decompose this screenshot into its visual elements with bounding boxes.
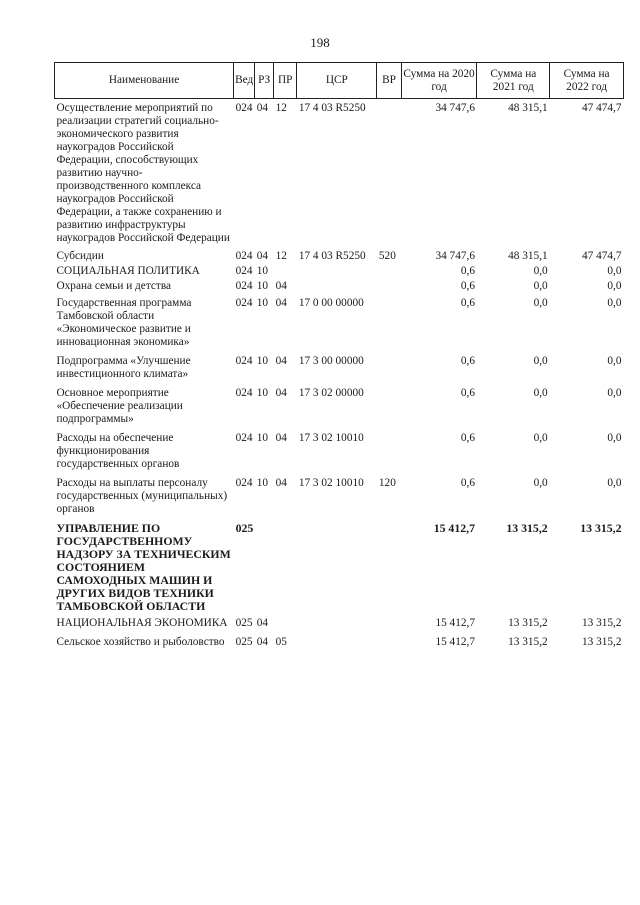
cell-vr [377, 381, 401, 426]
table-row [55, 349, 624, 381]
cell-csr: 17 3 00 00000 [298, 355, 364, 367]
table-row [55, 630, 624, 649]
cell-sum-2021: 0,0 [533, 280, 548, 292]
table-row [55, 278, 624, 293]
cell-csr [297, 613, 377, 630]
cell-rz: 04 [256, 102, 268, 114]
table-row [55, 471, 624, 516]
cell-sum-2022: 47 474,7 [581, 102, 622, 114]
cell-name: Расходы на обеспечение функционирования государственных органов [56, 432, 180, 470]
cell-sum-2022: 0,0 [607, 280, 622, 292]
cell-pr: 04 [275, 297, 287, 309]
table-row [55, 613, 624, 630]
cell-pr [274, 516, 297, 613]
cell-rz [255, 516, 274, 613]
cell-pr [274, 613, 297, 630]
cell-sum-2020: 15 412,7 [435, 636, 475, 648]
table-row [55, 293, 624, 349]
header-sum-2020: Сумма на 2020 год [401, 63, 477, 99]
cell-sum-2021: 0,0 [533, 477, 548, 489]
cell-sum-2021: 13 315,2 [508, 617, 548, 629]
cell-csr [297, 263, 377, 278]
cell-name: Основное мероприятие «Обеспечение реализации подпрограммы» [56, 387, 183, 425]
cell-rz: 10 [256, 387, 268, 399]
cell-pr: 04 [275, 432, 287, 444]
header-ved: Вед [234, 63, 255, 99]
cell-vr [377, 278, 401, 293]
cell-ved: 024 [235, 432, 253, 444]
table-row [55, 245, 624, 263]
table-body [55, 99, 624, 650]
header-pr: ПР [274, 63, 297, 99]
cell-pr: 04 [275, 387, 287, 399]
cell-vr [377, 426, 401, 471]
cell-name: НАЦИОНАЛЬНАЯ ЭКОНОМИКА [56, 617, 228, 629]
cell-sum-2022: 0,0 [607, 297, 622, 309]
cell-vr [377, 99, 401, 246]
cell-rz: 04 [256, 617, 268, 629]
page-number: 198 [310, 35, 330, 50]
cell-name: Расходы на выплаты персоналу государственных (муниципальных) органов [56, 477, 228, 515]
cell-vr [377, 516, 401, 613]
cell-sum-2020: 0,6 [460, 280, 475, 292]
cell-sum-2020: 15 412,7 [435, 617, 475, 629]
cell-sum-2022: 0,0 [607, 265, 622, 277]
cell-csr: 17 4 03 R5250 [298, 102, 366, 114]
cell-sum-2021: 48 315,1 [508, 102, 548, 114]
cell-csr [297, 630, 377, 649]
cell-sum-2021: 0,0 [533, 355, 548, 367]
cell-sum-2021: 13 315,2 [506, 521, 548, 535]
table-row [55, 99, 624, 246]
cell-ved: 024 [235, 250, 253, 262]
cell-name: Охрана семьи и детства [56, 280, 172, 292]
cell-rz: 10 [256, 265, 268, 277]
cell-pr [274, 263, 297, 278]
cell-pr: 12 [275, 102, 287, 114]
cell-sum-2020: 0,6 [460, 297, 475, 309]
cell-sum-2022: 13 315,2 [580, 521, 622, 535]
cell-name: Государственная программа Тамбовской области «Экономическое развитие и инновационная экономика» [56, 297, 192, 348]
cell-csr: 17 4 03 R5250 [298, 250, 366, 262]
cell-csr: 17 3 02 10010 [298, 432, 364, 444]
header-rz: РЗ [255, 63, 274, 99]
cell-sum-2022: 0,0 [607, 477, 622, 489]
cell-sum-2022: 47 474,7 [581, 250, 622, 262]
table-row [55, 381, 624, 426]
cell-sum-2020: 0,6 [460, 432, 475, 444]
cell-vr: 520 [378, 250, 396, 262]
cell-sum-2021: 0,0 [533, 387, 548, 399]
header-sum-2021: Сумма на 2021 год [477, 63, 550, 99]
cell-sum-2022: 0,0 [607, 387, 622, 399]
cell-rz: 04 [256, 636, 268, 648]
cell-sum-2020: 34 747,6 [435, 102, 475, 114]
cell-csr [297, 516, 377, 613]
cell-vr [377, 349, 401, 381]
cell-name: Осуществление мероприятий по реализации стратегий социально-экономического развития наукоградов Российской Федерации, способствующих развитию научно-производственного комплекса наукоградов Российской Федерации, а также сохранению и развитию инфраструктуры наукоградов Российской Федерации [56, 102, 230, 244]
cell-pr: 04 [275, 477, 287, 489]
cell-sum-2022: 13 315,2 [581, 617, 622, 629]
cell-name: СОЦИАЛЬНАЯ ПОЛИТИКА [56, 265, 200, 277]
table-row [55, 426, 624, 471]
cell-name: Подпрограмма «Улучшение инвестиционного климата» [56, 355, 191, 380]
cell-sum-2021: 0,0 [533, 432, 548, 444]
cell-sum-2020: 0,6 [460, 265, 475, 277]
cell-sum-2020: 0,6 [460, 387, 475, 399]
cell-vr [377, 263, 401, 278]
cell-pr: 05 [275, 636, 287, 648]
cell-csr: 17 0 00 00000 [298, 297, 364, 309]
cell-rz: 10 [256, 432, 268, 444]
header-sum-2022: Сумма на 2022 год [550, 63, 624, 99]
cell-sum-2021: 0,0 [533, 297, 548, 309]
cell-name: Сельское хозяйство и рыболовство [56, 636, 225, 648]
cell-rz: 04 [256, 250, 268, 262]
cell-ved: 024 [235, 387, 253, 399]
cell-ved: 025 [235, 636, 253, 648]
cell-rz: 10 [256, 280, 268, 292]
table-row [55, 263, 624, 278]
cell-sum-2021: 0,0 [533, 265, 548, 277]
cell-csr: 17 3 02 10010 [298, 477, 364, 489]
cell-pr: 04 [275, 355, 287, 367]
cell-vr [377, 630, 401, 649]
header-name: Наименование [55, 63, 234, 99]
cell-pr: 12 [275, 250, 287, 262]
cell-csr [297, 278, 377, 293]
cell-name: Субсидии [56, 250, 104, 262]
cell-sum-2020: 15 412,7 [433, 521, 475, 535]
table-row [55, 516, 624, 613]
cell-ved: 024 [235, 477, 253, 489]
cell-vr: 120 [378, 477, 396, 489]
cell-ved: 025 [235, 617, 253, 629]
budget-table [54, 62, 624, 649]
cell-sum-2022: 0,0 [607, 355, 622, 367]
cell-ved: 024 [235, 280, 253, 292]
cell-vr [377, 293, 401, 349]
header-csr: ЦСР [297, 63, 377, 99]
header-row [55, 63, 624, 99]
cell-ved: 024 [235, 355, 253, 367]
cell-rz: 10 [256, 477, 268, 489]
cell-vr [377, 613, 401, 630]
header-vr: ВР [377, 63, 401, 99]
cell-sum-2022: 13 315,2 [581, 636, 622, 648]
cell-ved: 024 [235, 297, 253, 309]
cell-ved: 025 [235, 521, 254, 535]
cell-sum-2022: 0,0 [607, 432, 622, 444]
cell-rz: 10 [256, 297, 268, 309]
cell-ved: 024 [235, 102, 253, 114]
cell-sum-2020: 0,6 [460, 477, 475, 489]
cell-sum-2021: 13 315,2 [508, 636, 548, 648]
cell-csr: 17 3 02 00000 [298, 387, 364, 399]
cell-ved: 024 [235, 265, 253, 277]
cell-rz: 10 [256, 355, 268, 367]
cell-pr: 04 [275, 280, 287, 292]
cell-name: УПРАВЛЕНИЕ ПО ГОСУДАРСТВЕННОМУ НАДЗОРУ ЗА ТЕХНИЧЕСКИМ СОСТОЯНИЕМ САМОХОДНЫХ МАШИН И ДРУГИХ ВИДОВ ТЕХНИКИ ТАМБОВСКОЙ ОБЛАСТИ [56, 521, 231, 613]
cell-sum-2020: 34 747,6 [435, 250, 475, 262]
cell-sum-2020: 0,6 [460, 355, 475, 367]
cell-sum-2021: 48 315,1 [508, 250, 548, 262]
